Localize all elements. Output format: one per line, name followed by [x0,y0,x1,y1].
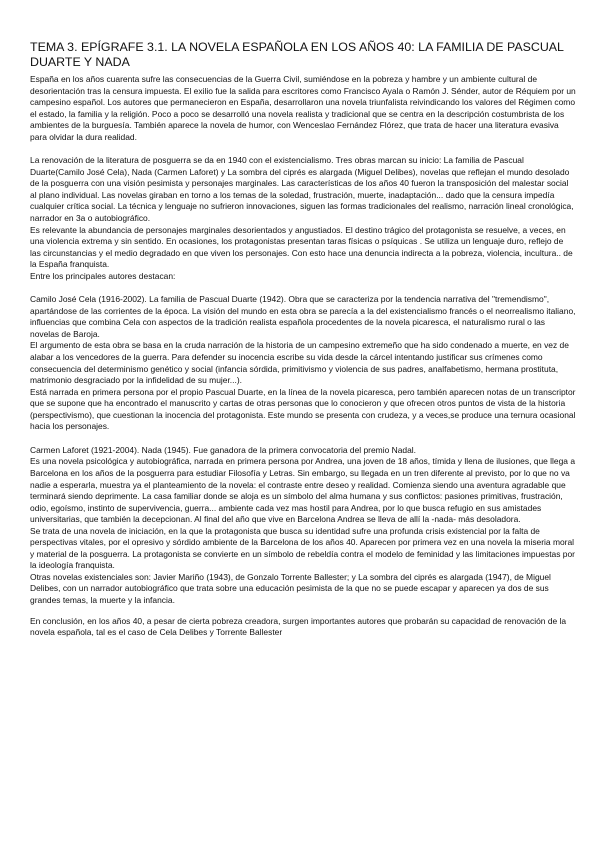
paragraph-gap [30,433,576,445]
paragraph-nada-initiation: Se trata de una novela de iniciación, en la que la protagonista que busca su identidad sufre una profunda crisis existencial por la falta de perspectivas vitales, por el opresivo y sórdido ambiente de la Barcelona de los años 40. Aparecen por primera vez en una novela la miseria moral y material de la posguerra. La protagonista se convierte en un símbolo de rebeldía contra el modelo de feminidad y las limitaciones impuestas por la ideología franquista. [30,525,575,571]
paragraph-authors-intro: Entre los principales autores destacan: [30,270,176,281]
paragraph-gap [30,143,576,155]
paragraph-cela-plot: El argumento de esta obra se basa en la cruda narración de la historia de un campesino extremeño que ha sido condenado a muerte, en vez de alabar a los vencedores de la guerra. Para defender su inocencia escribe su vida desde la cárcel intentando justificar sus crímenes como consecuencia del determinismo genético y social (infancia sórdida, primitivismo y violencia de sus padres, analfabetismo, hermana prostituta, matrimonio desgraciado por la infidelidad de su mujer...). [30,340,569,386]
paragraph-intro: España en los años cuarenta sufre las consecuencias de la Guerra Civil, sumiéndose en la pobreza y hambre y un ambiente cultural de desorientación tras la censura impuesta. El exilio fue la salida para escritores como Francisco Ayala o Ramón J. Sénder, autor de Réquiem por un campesino español. Los autores que permanecieron en España, desarrollaron una novela triunfalista reivindicando los valores del Régimen como el estado, la familia y la religión. Poco a poco se desarrolló una novela realista y tradicional que se centra en la descripción costumbrista de los ambientes de la burguesía. También aparece la novela de humor, con Wenceslao Fernández Flórez, que trata de hacer una literatura evasiva para olvidar la dura realidad. [30,74,576,142]
paragraph-laforet: Carmen Laforet (1921-2004). Nada (1945). Fue ganadora de la primera convocatoria del premio Nadal. [30,444,416,455]
paragraph-cela: Camilo José Cela (1916-2002). La familia de Pascual Duarte (1942). Obra que se caracteriza por la tendencia narrativa del "tremendismo", apartándose de las corrientes de la época. La visión del mundo en esta obra se parecía a la del existencialismo francés o el neorrealismo italiano, influencias que combina Cela con aspectos de la tradición realista española procedentes de la novela picaresca, el naturalismo rural o las novelas de Baroja. [30,294,576,339]
paragraph-nada-plot: Es una novela psicológica y autobiográfica, narrada en primera persona por Andrea, una joven de 18 años, tímida y llena de ilusiones, que llega a Barcelona en los años de la posguerra para estudiar Filosofía y Letras. Sin embargo, su llegada en un tren diferente al previsto, por lo que no va nadie a esperarla, muestra ya el planteamiento de la novela: el contraste entre deseo y realidad. Comienza siendo una aventura agradable que terminará siendo deprimente. La casa familiar donde se aloja es un símbolo del alma humana y sus conflictos: pasiones primitivas, frustración, odio, egoísmo, instinto de supervivencia, guerra... ambiente cada vez mas hostil para Andrea, por lo que busca refugio en sus amistades universitarias, que también la decepcionan. Al final del año que vive en Barcelona Andrea se lleva de allí la -nada- más desoladora. [30,456,576,525]
document-title: TEMA 3. EPÍGRAFE 3.1. LA NOVELA ESPAÑOLA EN LOS AÑOS 40: LA FAMILIA DE PASCUAL DUARTE Y NADA [30,40,564,69]
paragraph-characters: Es relevante la abundancia de personajes marginales desorientados y angustiados. El destino trágico del protagonista se resuelve, a veces, en una violencia extrema y sin sentido. En ocasiones, los protagonistas presentan taras físicas o psíquicas . Se utiliza un lenguaje duro, reflejo de las circunstancias y el medio degradado en que viven los personajes. Con esto hace una denuncia indirecta a la pobreza, violencia, incultura.. de la España franquista. [30,224,573,270]
paragraph-other-novels: Otras novelas existenciales son: Javier Mariño (1943), de Gonzalo Torrente Ballester; y La sombra del ciprés es alargada (1947), de Miguel Delibes, con un narrador autobiográfico que trata sobre una educación pesimista de la que no se puede escapar y aparecen ya dos de sus grandes temas, la muerte y la infancia. [30,571,551,605]
paragraph-gap [30,607,576,616]
paragraph-gap [30,282,576,294]
paragraph-conclusion: En conclusión, en los años 40, a pesar de cierta pobreza creadora, surgen importantes autores que probarán su capacidad de renovación de la novela española, tal es el caso de Cela Delibes y Torrente Ballester [30,615,567,638]
paragraph-cela-narration: Está narrada en primera persona por el propio Pascual Duarte, en la línea de la novela picaresca, pero también aparecen notas de un transcriptor que se supone que ha encontrado el manuscrito y cartas de otras personas que lo conocieron y que ofrecen otros puntos de vista de la historia (perspectivismo), que cuestionan la inocencia del protagonista. Este mundo se presenta con crudeza, y a veces,se produce una ternura ocasional hacia los personajes. [30,386,576,432]
paragraph-renovation: La renovación de la literatura de posguerra se da en 1940 con el existencialismo. Tres obras marcan su inicio: La familia de Pascual Duarte(Camilo José Cela), Nada (Carmen Laforet) y La sombra del ciprés es alargada (Miguel Delibes), novelas que reflejan el mundo desolado de la posguerra con una visión pesimista y personajes marginales. Las características de los años 40 fueron la transposición del malestar social al plano individual. Las novelas giraban en torno a los temas de la soledad, frustración, muerte, inadaptación... dado que la censura impedía cualquier crítica social. La técnica y lenguaje no sufrieron innovaciones, siguen las formas tradicionales del realismo, narración lineal cronológica, narrador en 3a o autobiográfico. [30,155,574,224]
document-page [30,40,576,639]
